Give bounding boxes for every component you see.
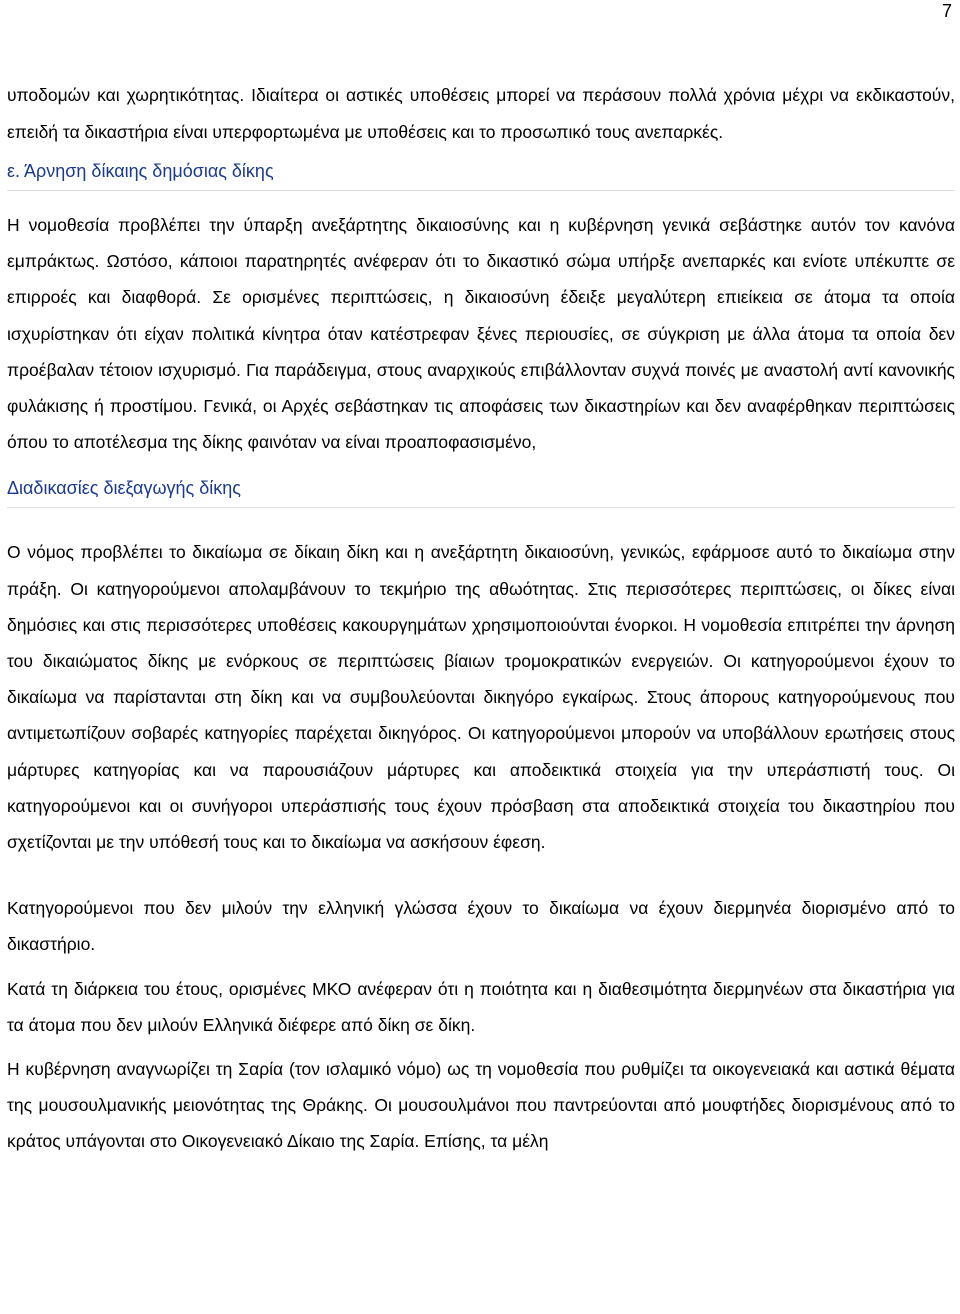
ngo-paragraph: Κατά τη διάρκεια του έτους, ορισμένες ΜΚΟ ανέφεραν ότι η ποιότητα και η διαθεσιμότητα διερμηνέων στα δικαστήρια για τα άτομα που δεν μιλούν Ελληνικά διέφερε από δίκη σε δίκη. [7,978,955,1035]
document-body [7,77,955,1160]
section-e-heading: ε. Άρνηση δίκαιης δημόσιας δίκης [7,159,955,191]
procedures-paragraph: Ο νόμος προβλέπει το δικαίωμα σε δίκαιη δίκη και η ανεξάρτητη δικαιοσύνη, γενικώς, εφάρμοσε αυτό το δικαίωμα στην πράξη. Οι κατηγορούμενοι απολαμβάνουν το τεκμήριο της αθωότητας. Στις περισσότερες περιπτώσεις, οι δίκες είναι δημόσιες και στις περισσότερες υποθέσεις κακουργημάτων χρησιμοποιούνται ένορκοι. Η νομοθεσία επιτρέπει την άρνηση του δικαιώματος δίκης με ενόρκους σε περιπτώσεις βίαιων τρομοκρατικών ενεργειών. Οι κατηγορούμενοι έχουν το δικαίωμα να παρίστανται στη δίκη και να συμβουλεύονται δικηγόρο εγκαίρως. Στους άπορους κατηγορούμενους που αντιμετωπίζουν σοβαρές κατηγορίες παρέχεται δικηγόρος. Οι κατηγορούμενοι μπορούν να υποβάλλουν ερωτήσεις στους μάρτυρες κατηγορίας και να παρουσιάζουν μάρτυρες και αποδεικτικά στοιχεία για την υπεράσπιστή τους. Οι κατηγορούμενοι και οι συνήγοροι υπεράσπισής τους έχουν πρόσβαση στα αποδεικτικά στοιχεία του δικαστηρίου που σχετίζονται με την υπόθεσή τους και το δικαίωμα να ασκήσουν έφεση. [7,542,955,853]
sharia-paragraph: Η κυβέρνηση αναγνωρίζει τη Σαρία (τον ισλαμικό νόμο) ως τη νομοθεσία που ρυθμίζει τα οικογενειακά και αστικά θέματα της μουσουλμανικής μειονότητας της Θράκης. Οι μουσουλμάνοι που παντρεύονται από μουφτήδες διορισμένους από το κράτος υπάγονται στο Οικογενειακό Δίκαιο της Σαρία. Επίσης, τα μέλη [7,1059,955,1152]
section-e-paragraph: Η νομοθεσία προβλέπει την ύπαρξη ανεξάρτητης δικαιοσύνης και η κυβέρνηση γενικά σεβάστηκε αυτόν τον κανόνα εμπράκτως. Ωστόσο, κάποιοι παρατηρητές ανέφεραν ότι το δικαστικό σώμα υπήρξε ανεπαρκές και ενίοτε υπέκυπτε σε επιρροές και διαφθορά. Σε ορισμένες περιπτώσεις, η δικαιοσύνη έδειξε μεγαλύτερη επιείκεια σε άτομα τα οποία ισχυρίστηκαν ότι είχαν πολιτικά κίνητρα όταν κατέστρεφαν ξένες περιουσίες, σε σύγκριση με άλλα άτομα τα οποία δεν προέβαλαν τέτοιον ισχυρισμό. Για παράδειγμα, στους αναρχικούς επιβάλλονταν συχνά ποινές με αναστολή αντί κανονικής φυλάκισης ή προστίμου. Γενικά, οι Αρχές σεβάστηκαν τις αποφάσεις των δικαστηρίων και δεν αναφέρθηκαν περιπτώσεις όπου το αποτέλεσμα της δίκης φαινόταν να είναι προαποφασισμένο, [7,215,955,453]
intro-paragraph: υποδομών και χωρητικότητας. Ιδιαίτερα οι αστικές υποθέσεις μπορεί να περάσουν πολλά χρόνια μέχρι να εκδικαστούν, επειδή τα δικαστήρια είναι υπερφορτωμένα με υποθέσεις και το προσωπικό τους ανεπαρκές. [7,85,955,142]
procedures-heading: Διαδικασίες διεξαγωγής δίκης [7,476,955,508]
page-number: 7 [941,1,952,21]
interpreter-paragraph: Κατηγορούμενοι που δεν μιλούν την ελληνική γλώσσα έχουν το δικαίωμα να έχουν διερμηνέα διορισμένο από το δικαστήριο. [7,898,955,955]
